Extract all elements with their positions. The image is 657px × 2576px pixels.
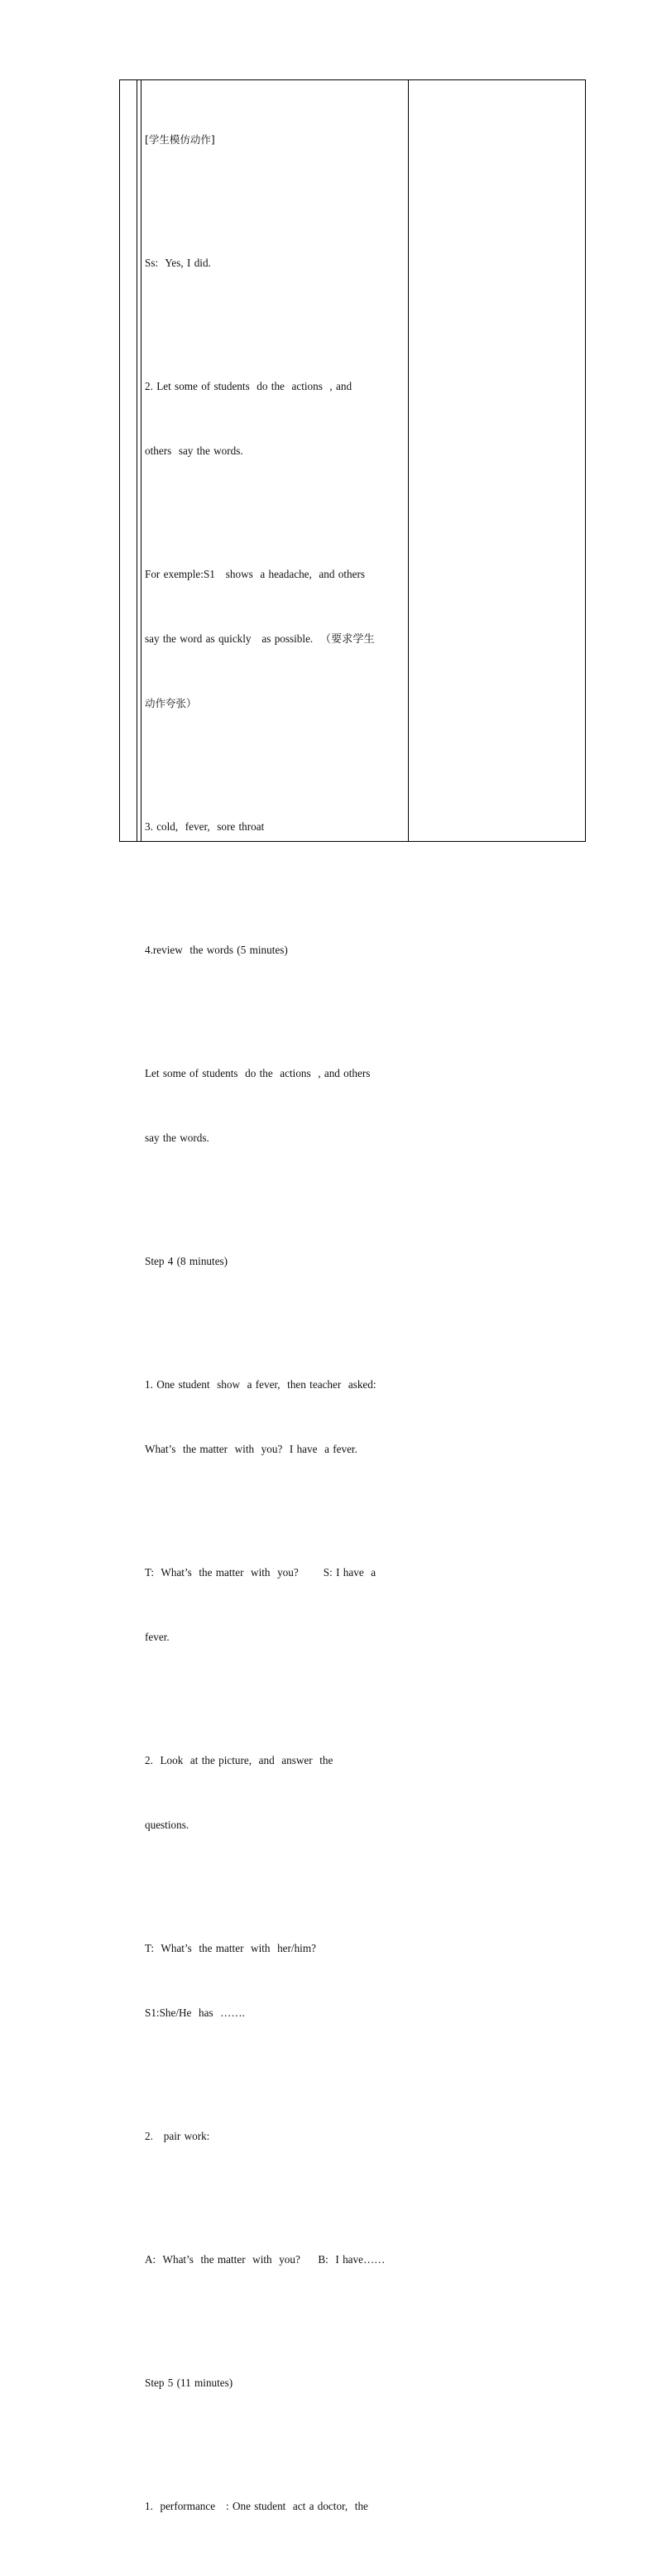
text-line: 1. performance : One student act a doctor, the	[145, 2500, 368, 2512]
paragraph-dialogue-2	[145, 1895, 403, 2067]
table-column-divider	[408, 80, 409, 841]
text-line: questions.	[145, 1819, 189, 1831]
text-line: T: What’s the matter with you? S: I have a	[145, 1566, 376, 1579]
text-line: T: What’s the matter with her/him?	[145, 1942, 316, 1954]
paragraph-vocabulary	[145, 773, 403, 881]
paragraph-performance	[145, 2453, 403, 2560]
text-line: Let some of students do the actions , and others	[145, 1067, 371, 1079]
text-line: 3. cold, fever, sore throat	[145, 820, 265, 833]
lesson-content-cell	[145, 86, 403, 2576]
text-line: others say the words.	[145, 445, 243, 457]
paragraph-dialogue-1	[145, 1519, 403, 1691]
text-line: say the words.	[145, 1132, 209, 1144]
text-line: [学生模仿动作]	[145, 133, 215, 146]
text-line: S1:She/He has …….	[145, 2006, 245, 2019]
text-line: For exemple:S1 shows a headache, and others	[145, 568, 365, 580]
text-line: 4.review the words (5 minutes)	[145, 944, 288, 956]
paragraph-example	[145, 521, 403, 757]
paragraph-dialogue-3	[145, 2206, 403, 2314]
paragraph-step-4	[145, 1208, 403, 1315]
text-line: Step 5 (11 minutes)	[145, 2377, 233, 2389]
text-line: fever.	[145, 1631, 170, 1643]
text-line: Ss: Yes, I did.	[145, 257, 211, 269]
paragraph-let-students-act	[145, 333, 403, 505]
text-line: A: What’s the matter with you? B: I have……	[145, 2253, 386, 2266]
paragraph-picture-questions	[145, 1707, 403, 1879]
text-line: 2. Look at the picture, and answer the	[145, 1754, 333, 1766]
paragraph-let-students-act-2	[145, 1020, 403, 1192]
text-line: 1. One student show a fever, then teacher asked:	[145, 1378, 376, 1391]
text-line: 动作夸张）	[145, 697, 197, 709]
paragraph-fever-demo	[145, 1331, 403, 1503]
text-line: 2. pair work:	[145, 2130, 210, 2142]
paragraph-students-answer	[145, 209, 403, 317]
paragraph-review	[145, 896, 403, 1004]
paragraph-student-imitate	[145, 86, 403, 194]
text-line: say the word as quickly as possible. （要求学生	[145, 632, 375, 645]
text-line: What’s the matter with you? I have a fever.	[145, 1443, 357, 1455]
paragraph-step-5	[145, 2329, 403, 2437]
paragraph-pair-work	[145, 2083, 403, 2190]
text-line: 2. Let some of students do the actions , and	[145, 380, 352, 392]
text-line: Step 4 (8 minutes)	[145, 1255, 228, 1267]
